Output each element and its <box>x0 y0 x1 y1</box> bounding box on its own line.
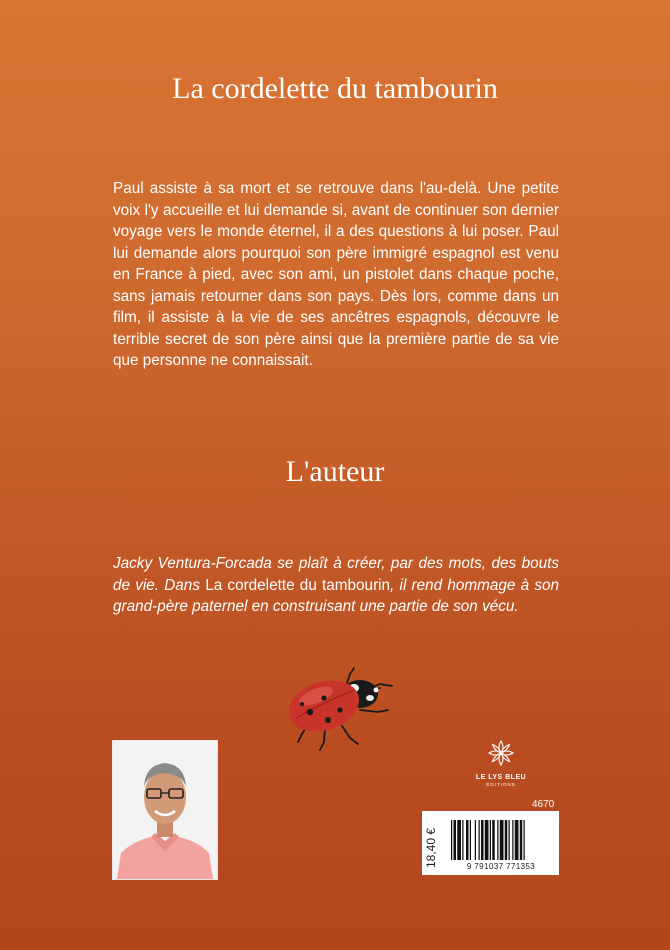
barcode-bar <box>524 820 525 860</box>
barcode-bar <box>479 820 480 860</box>
barcode-bar <box>475 820 476 860</box>
barcode-bar <box>462 820 463 860</box>
barcode-icon <box>451 820 551 860</box>
bio-text-2: , il rend hommage à son grand-père paternel en construisant une partie de son vécu. <box>113 576 560 615</box>
barcode-bar <box>505 820 508 860</box>
barcode-bar <box>509 820 510 860</box>
isbn-number: 9 791037 771353 <box>466 862 536 871</box>
barcode-bar <box>515 820 519 860</box>
barcode-bar <box>457 820 461 860</box>
bio-text-1: Jacky Ventura-Forcada se plaît à créer, par des mots, des bouts de vie. Dans <box>113 555 559 594</box>
publisher-code: 4670 <box>532 799 555 810</box>
barcode-bar <box>481 820 484 860</box>
barcode-bar <box>451 820 452 860</box>
barcode-bar <box>470 820 471 860</box>
barcode-bar <box>512 820 513 860</box>
publisher-logo <box>464 738 538 798</box>
barcode-bar <box>466 820 469 860</box>
publisher-subtitle: ÉDITIONS <box>486 782 516 787</box>
barcode-bar <box>520 820 523 860</box>
barcode-bar <box>497 820 498 860</box>
barcode-bar <box>500 820 504 860</box>
publisher-name: LE LYS BLEU <box>475 774 527 781</box>
author-photo <box>112 740 218 880</box>
author-heading: L'auteur <box>285 455 385 488</box>
lotus-flower-icon <box>486 738 516 768</box>
author-bio <box>113 553 559 618</box>
book-summary: Paul assiste à sa mort et se retrouve dans l'au-delà. Une petite voix l'y accueille et lui demande si, avant de continuer son dernier voyage vers le monde éternel, il a des questions à lui poser. Paul lui demande alors pourquoi son père immigré espagnol est venu en France à pied, avec son ami, un pistolet dans chaque poche, sans jamais retourner dans son pays. Dès lors, comme dans un film, il assiste à la vie de ses ancêtres espagnols, découvre le terrible secret de son père ainsi que la première partie de sa vie que personne ne connaissait. <box>113 180 559 369</box>
bio-book-title: La cordelette du tambourin <box>205 576 391 594</box>
author-portrait-illustration <box>113 741 217 879</box>
book-title: La cordelette du tambourin <box>172 72 498 105</box>
ladybug-icon <box>280 662 400 752</box>
price-label <box>420 822 442 874</box>
barcode-bar <box>485 820 489 860</box>
price-text: 18,40 € <box>424 827 439 869</box>
barcode-bar <box>454 820 457 860</box>
barcode-bar <box>492 820 495 860</box>
barcode-bar <box>490 820 491 860</box>
